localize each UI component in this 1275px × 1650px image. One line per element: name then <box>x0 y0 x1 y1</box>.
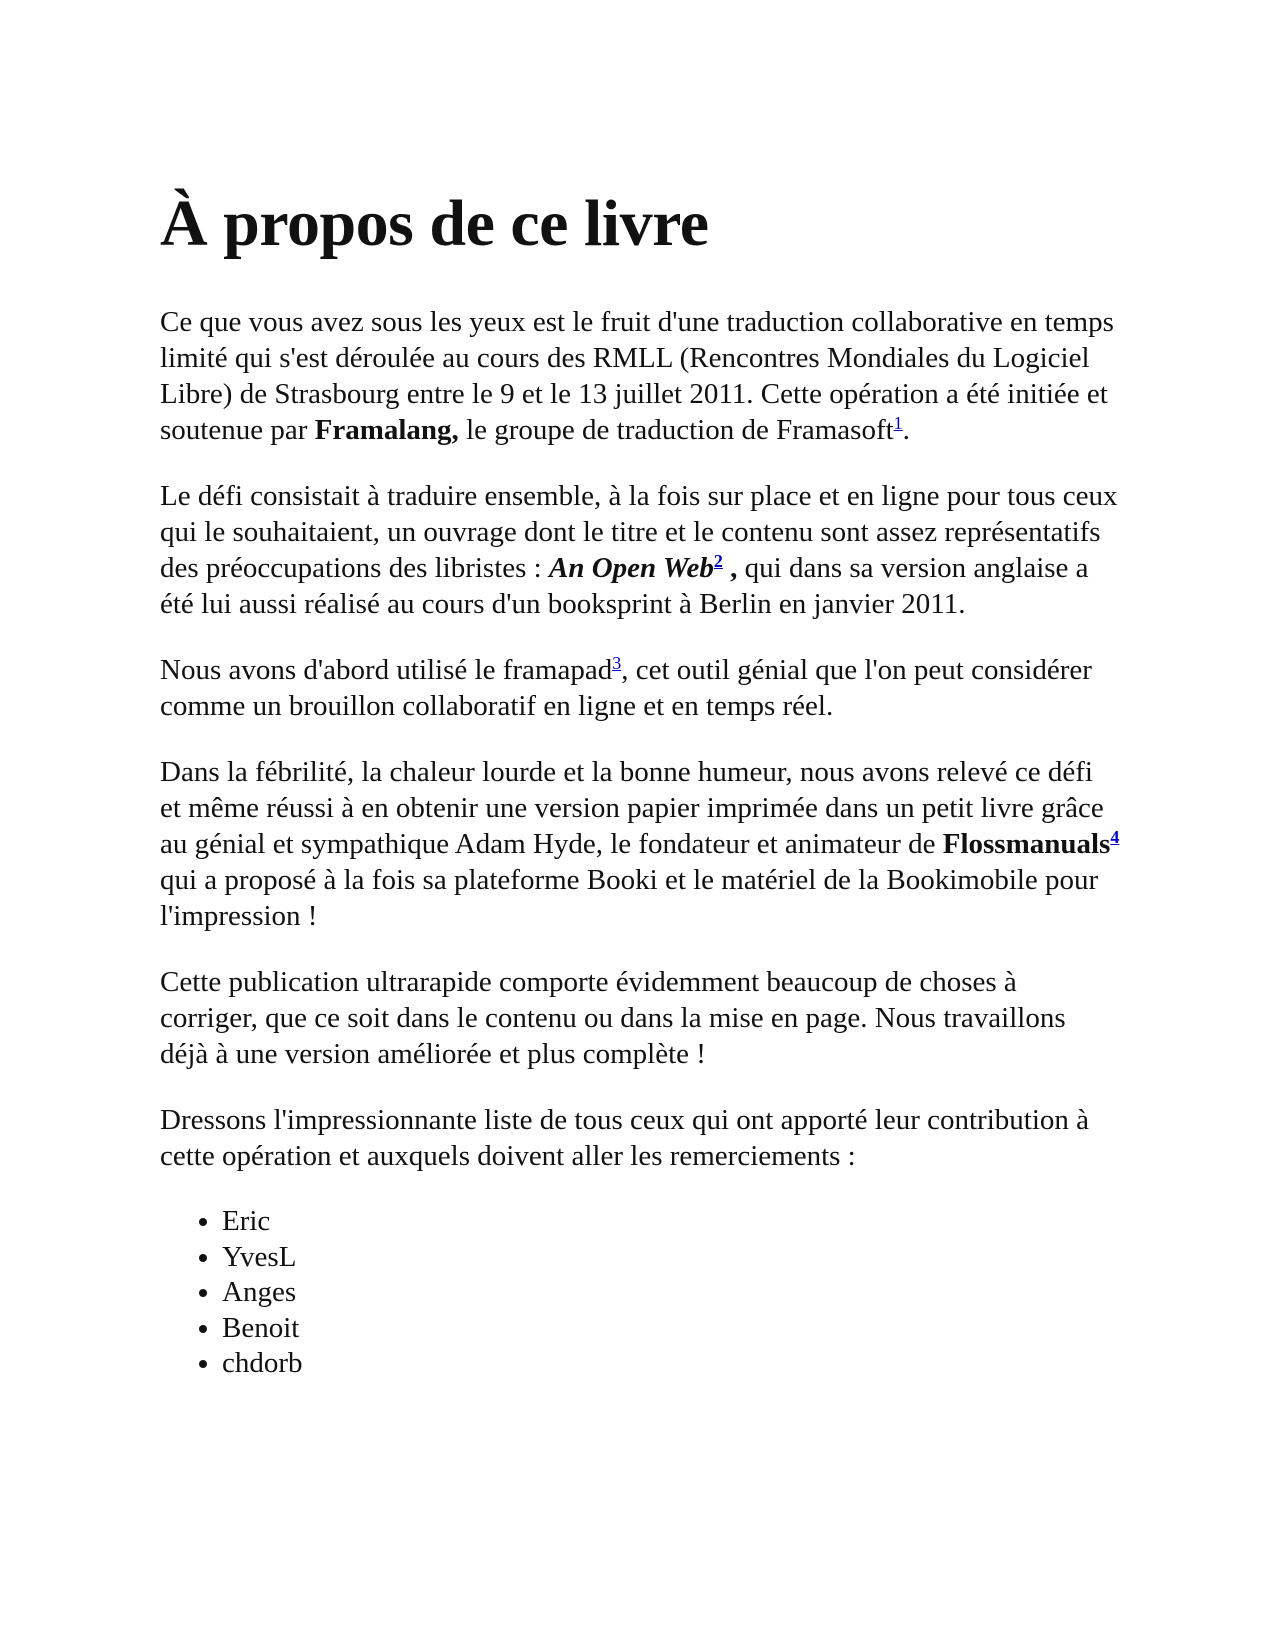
text: Nous avons d'abord utilisé le framapad <box>160 654 613 686</box>
list-item: • Anges <box>222 1275 1120 1311</box>
text: Le défi consistait à traduire ensemble, à la fois sur place et en ligne pour tous ceux qui le souhaitaient, un ouvrage dont le titre et le contenu sont assez représentatifs des préoccupations des libristes : <box>160 480 1118 584</box>
footnote-link-1[interactable]: 1 <box>893 413 903 433</box>
footnote-link-2[interactable]: 2 <box>713 551 723 571</box>
flossmanuals-bold: Flossmanuals <box>942 828 1111 860</box>
list-item: • Eric <box>222 1204 1120 1240</box>
text: le groupe de traduction de Framasoft <box>458 414 894 446</box>
text: , cet outil génial que l'on peut considérer comme un brouillon collaboratif en ligne et en temps réel. <box>160 654 1092 722</box>
paragraph-intro <box>160 304 1120 448</box>
footnote-ref-2[interactable] <box>714 551 723 571</box>
footnote-ref-1[interactable] <box>894 413 903 433</box>
text: Dans la fébrilité, la chaleur lourde et la bonne humeur, nous avons relevé ce défi et même réussi à en obtenir une version papier imprimée dans un petit livre grâce au génial et sympathique Adam Hyde, le fondateur et animateur de <box>160 756 1104 860</box>
paragraph-publication: Cette publication ultrarapide comporte évidemment beaucoup de choses à corriger, que ce soit dans le contenu ou dans la mise en page. Nous travaillons déjà à une version améliorée et plus complète ! <box>160 966 1066 1070</box>
contributors-list <box>160 1204 1120 1382</box>
footnote-link-4[interactable]: 4 <box>1110 827 1120 847</box>
footnote-ref-3[interactable] <box>612 653 621 673</box>
paragraph-thanks: Dressons l'impressionnante liste de tous ceux qui ont apporté leur contribution à cette opération et auxquels doivent aller les remerciements : <box>160 1104 1090 1172</box>
text: Ce que vous avez sous les yeux est le fruit d'une traduction collaborative en temps limité qui s'est déroulée au cours des RMLL (Rencontres Mondiales du Logiciel Libre) de Strasbourg entre le 9 et le 13 juillet 2011. Cette opération a été initiée et soutenue par <box>160 306 1114 446</box>
paragraph-framapad <box>160 652 1120 724</box>
bold-comma: , <box>722 552 738 584</box>
document-page <box>160 186 1120 1382</box>
footnote-link-3[interactable]: 3 <box>612 653 622 673</box>
paragraph-challenge <box>160 478 1120 622</box>
framalang-bold: Framalang, <box>314 414 459 446</box>
footnote-ref-4[interactable] <box>1110 827 1119 847</box>
list-item: • chdorb <box>222 1346 1120 1382</box>
list-item: • YvesL <box>222 1240 1120 1276</box>
paragraph-flossmanuals <box>160 754 1120 934</box>
text: qui a proposé à la fois sa plateforme Booki et le matériel de la Bookimobile pour l'impression ! <box>160 864 1099 932</box>
text: . <box>902 414 910 446</box>
text: qui dans sa version anglaise a été lui aussi réalisé au cours d'un booksprint à Berlin en janvier 2011. <box>160 552 1089 620</box>
page-title: À propos de ce livre <box>160 187 709 260</box>
list-item: • Benoit <box>222 1311 1120 1347</box>
book-title-bold-italic: An Open Web <box>549 552 714 584</box>
